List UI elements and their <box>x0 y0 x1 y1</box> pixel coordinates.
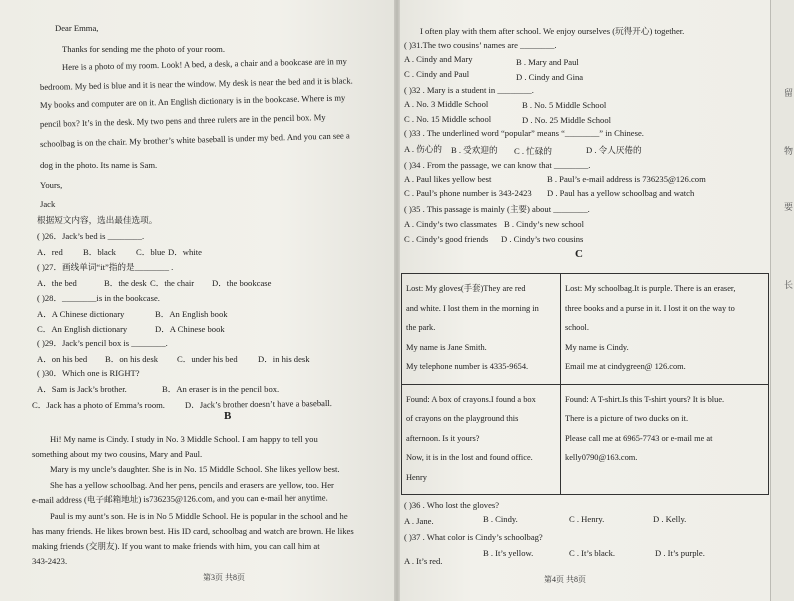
option: D . 令人厌倦的 <box>586 145 642 155</box>
notice-line: There is a picture of two ducks on it. <box>565 414 689 423</box>
notice-line: three books and a purse in it. I lost it on the way to <box>565 303 735 313</box>
page-gutter <box>394 0 400 601</box>
passage-b-line: She has a yellow schoolbag. And her pens, pencils and erasers are yellow, too. Her <box>50 480 334 490</box>
letter-line: dog in the photo. Its name is Sam. <box>40 160 158 170</box>
option: A . No. 3 Middle School <box>404 99 489 109</box>
letter-signature: Jack <box>40 199 56 209</box>
option: A . 伤心的 <box>404 144 442 154</box>
option: C．the chair <box>150 278 195 288</box>
question-32: ( )32 . Mary is a student in ________. <box>404 85 534 95</box>
option: C．An English dictionary <box>37 324 128 334</box>
section-c-heading: C <box>575 248 583 260</box>
option: A．Sam is Jack’s brother. <box>37 384 127 394</box>
option: A．the bed <box>37 278 77 288</box>
passage-b-line: 343-2423. <box>32 556 68 566</box>
notice-line: and white. I lost them in the morning in <box>406 303 539 313</box>
option: B . Cindy. <box>483 514 518 524</box>
option: D . Paul has a yellow schoolbag and watch <box>547 188 695 198</box>
option: B . No. 5 Middle School <box>522 100 607 110</box>
notice-line: Lost: My schoolbag.It is purple. There is an eraser, <box>565 284 736 293</box>
notice-line: Lost: My gloves(手套)They are red <box>406 284 526 293</box>
page-footer-left: 第3页 共8页 <box>203 573 245 582</box>
notice-line: school. <box>565 323 589 332</box>
option: A . Cindy’s two classmates <box>404 219 497 229</box>
notice-line: My name is Jane Smith. <box>406 342 487 352</box>
option: A . Jane. <box>404 516 434 526</box>
passage-b-line: something about my two cousins, Mary and Paul. <box>32 449 203 459</box>
option: B . 受欢迎的 <box>451 145 498 155</box>
option: C . Cindy and Paul <box>404 69 470 79</box>
option: A．A Chinese dictionary <box>37 309 125 319</box>
option: A．on his bed <box>37 354 88 364</box>
passage-b-line: Paul is my aunt’s son. He is in No 5 Middle School. He is popular in the school and he <box>50 511 348 521</box>
option: B．on his desk <box>105 354 158 364</box>
page-footer-right: 第4页 共8页 <box>544 575 586 584</box>
letter-line: Thanks for sending me the photo of your room. <box>62 44 226 54</box>
letter-line: pencil box? It’s in the desk. My two pens and three rulers are in the pencil box. My <box>39 112 326 129</box>
edge-char: 物 <box>784 146 794 156</box>
notice-line: Found: A box of crayons.I found a box <box>406 394 536 404</box>
option: B . Paul’s e-mail address is 736235@126.com <box>547 174 706 184</box>
letter-greeting: Dear Emma, <box>55 23 99 33</box>
option: D．Jack’s brother doesn’t have a baseball. <box>184 397 332 410</box>
letter-closing: Yours, <box>40 180 63 190</box>
option: C . Cindy’s good friends <box>404 234 489 244</box>
notice-line: the park. <box>406 323 436 332</box>
notice-line: Now, it is in the lost and found office. <box>406 453 533 462</box>
option: D . Cindy and Gina <box>516 72 584 82</box>
option: D . It’s purple. <box>655 548 705 558</box>
option: B．the desk <box>104 278 147 288</box>
passage-b-line: making friends (交朋友). If you want to make friends with him, you can call him at <box>32 541 320 551</box>
notice-line: of crayons on the playground this <box>406 414 519 423</box>
option: A．red <box>37 247 63 257</box>
passage-b-line: Hi! My name is Cindy. I study in No. 3 Middle School. I am happy to tell you <box>50 434 318 444</box>
notice-line: Please call me at 6965-7743 or e-mail me at <box>565 433 713 443</box>
notice-found-tshirt <box>561 384 769 495</box>
option: C．under his bed <box>177 354 238 364</box>
letter-line: My books and computer are on it. An English dictionary is in the bookcase. Where is my <box>39 92 346 110</box>
question-35: ( )35 . This passage is mainly (主要) about ________. <box>404 204 590 214</box>
letter-line: Here is a photo of my room. Look! A bed, a desk, a chair and a bookcase are in my <box>61 56 347 72</box>
option: A . Cindy and Mary <box>404 54 473 64</box>
option: D．in his desk <box>258 354 310 364</box>
option: B．An eraser is in the pencil box. <box>162 384 280 394</box>
question-27: ( )27．画线单词“it”指的是________ . <box>37 262 174 272</box>
passage-b-line: Mary is my uncle’s daughter. She is in No. 15 Middle School. She likes yellow best. <box>50 464 340 474</box>
letter-line: schoolbag is on the chair. My brother’s white baseball is under my bed. And you can see a <box>39 130 350 149</box>
option: C . Paul’s phone number is 343-2423 <box>404 188 532 198</box>
notice-line: Email me at cindygreen@ 126.com. <box>565 362 686 371</box>
passage-b-line: has many friends. He likes brown best. His ID card, schoolbag and watch are brown. He likes <box>32 526 354 536</box>
passage-b-closing: I often play with them after school. We enjoy ourselves (玩得开心) together. <box>420 26 685 36</box>
option: C . It’s black. <box>569 548 616 558</box>
option: A . It’s red. <box>404 556 443 566</box>
edge-char: 要 <box>784 202 794 212</box>
notice-found-crayons <box>402 384 561 495</box>
option: C．Jack has a photo of Emma’s room. <box>32 400 165 410</box>
option: C . No. 15 Middle school <box>404 114 492 124</box>
passage-b-line: e-mail address (电子邮箱地址) is736235@126.com, and you can e-mail her anytime. <box>31 492 328 505</box>
question-34: ( )34 . From the passage, we can know that ________. <box>404 160 591 170</box>
question-37: ( )37 . What color is Cindy’s schoolbag? <box>404 532 543 542</box>
question-29: ( )29．Jack’s pencil box is ________. <box>37 338 168 348</box>
option: D . Kelly. <box>653 514 687 524</box>
notice-line: My telephone number is 4335-9654. <box>406 362 529 371</box>
instruction: 根据短文内容，选出最佳选项。 <box>37 215 158 225</box>
notice-line: Found: A T-shirt.Is this T-shirt yours? It is blue. <box>565 394 725 404</box>
lost-and-found-table <box>401 273 769 495</box>
edge-char: 长 <box>784 280 794 290</box>
question-26: ( )26．Jack’s bed is ________. <box>37 231 145 241</box>
option: D . No. 25 Middle School <box>522 115 612 125</box>
option: A . Paul likes yellow best <box>404 174 492 184</box>
edge-char: 留 <box>784 88 794 98</box>
option: D．white <box>168 247 202 257</box>
option: D．A Chinese book <box>155 324 225 334</box>
notice-lost-gloves <box>402 274 561 385</box>
option: B . Mary and Paul <box>516 57 579 67</box>
option: D．the bookcase <box>212 278 272 288</box>
option: B . Cindy’s new school <box>504 219 584 229</box>
question-31: ( )31.The two cousins’ names are ________. <box>404 40 557 50</box>
notice-line: kelly0790@163.com. <box>565 453 638 462</box>
question-28: ( )28．________is in the bookcase. <box>37 293 160 303</box>
option: B．black <box>83 247 116 257</box>
option: C . Henry. <box>569 514 605 524</box>
question-30: ( )30．Which one is RIGHT? <box>37 368 140 378</box>
question-33: ( )33 . The underlined word “popular” means “________” in Chinese. <box>404 128 644 138</box>
section-b-heading: B <box>224 410 232 422</box>
notice-lost-schoolbag <box>561 274 769 385</box>
notice-line: afternoon. Is it yours? <box>406 433 480 443</box>
notice-line: My name is Cindy. <box>565 342 629 352</box>
notice-line: Henry <box>406 472 427 482</box>
question-36: ( )36 . Who lost the gloves? <box>404 500 500 510</box>
option: B．An English book <box>155 309 228 319</box>
option: B . It’s yellow. <box>483 548 534 558</box>
option: C．blue <box>136 247 166 257</box>
option: C . 忙碌的 <box>514 146 552 156</box>
option: D . Cindy’s two cousins <box>501 234 584 244</box>
letter-line: bedroom. My bed is blue and it is near the window. My desk is near the bed and it is black. <box>39 75 353 92</box>
